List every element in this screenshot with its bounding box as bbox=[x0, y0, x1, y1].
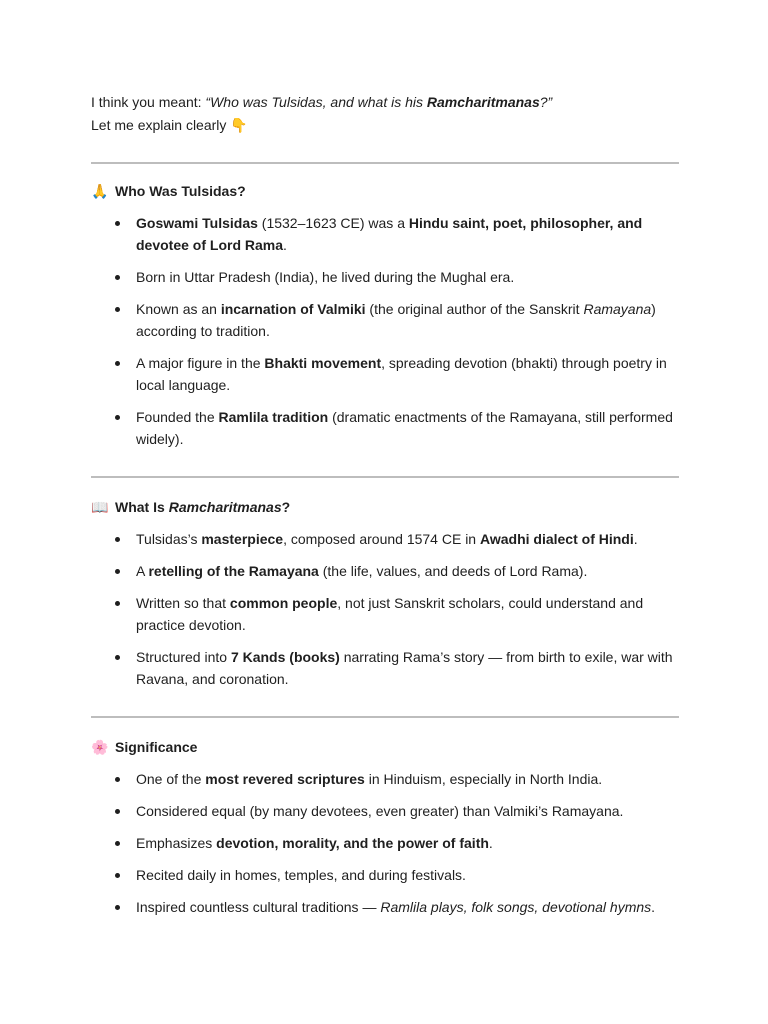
bullet-list bbox=[91, 768, 679, 918]
list-item: Recited daily in homes, temples, and during festivals. bbox=[91, 864, 679, 886]
divider bbox=[91, 162, 679, 164]
section-heading: 📖 What Is Ramcharitmanas ? bbox=[91, 499, 291, 515]
divider bbox=[91, 716, 679, 718]
intro-line-2: Let me explain clearly 👇 bbox=[91, 117, 248, 133]
pointing-down-icon: 👇 bbox=[230, 117, 248, 133]
section-significance bbox=[91, 737, 679, 918]
section-heading: 🌸 Significance bbox=[91, 739, 198, 755]
list-item: Inspired countless cultural traditions — Ramlila plays, folk songs, devotional hymns. bbox=[91, 896, 679, 918]
list-item: One of the most revered scriptures in Hinduism, especially in North India. bbox=[91, 768, 679, 790]
list-item: Structured into 7 Kands (books) narrating Rama’s story — from birth to exile, war with Ravana, and coronation. bbox=[91, 646, 679, 690]
response-content bbox=[91, 91, 679, 918]
cherry-blossom-icon: 🌸 bbox=[91, 739, 109, 755]
intro bbox=[91, 91, 679, 137]
section-what-is-ramcharitmanas bbox=[91, 497, 679, 690]
list-item: A retelling of the Ramayana (the life, values, and deeds of Lord Rama). bbox=[91, 560, 679, 582]
bullet-list bbox=[91, 212, 679, 450]
intro-line-1: I think you meant: “Who was Tulsidas, and what is his Ramcharitmanas?” bbox=[91, 94, 553, 110]
list-item: A major figure in the Bhakti movement, spreading devotion (bhakti) through poetry in local language. bbox=[91, 352, 679, 396]
section-heading: 🙏 Who Was Tulsidas? bbox=[91, 183, 246, 199]
list-item: Known as an incarnation of Valmiki (the original author of the Sanskrit Ramayana) according to tradition. bbox=[91, 298, 679, 342]
list-item: Emphasizes devotion, morality, and the power of faith. bbox=[91, 832, 679, 854]
bullet-list bbox=[91, 528, 679, 690]
section-who-was-tulsidas bbox=[91, 181, 679, 450]
list-item: Born in Uttar Pradesh (India), he lived during the Mughal era. bbox=[91, 266, 679, 288]
list-item: Tulsidas’s masterpiece, composed around 1574 CE in Awadhi dialect of Hindi. bbox=[91, 528, 679, 550]
divider bbox=[91, 476, 679, 478]
list-item: Written so that common people, not just Sanskrit scholars, could understand and practice devotion. bbox=[91, 592, 679, 636]
list-item: Considered equal (by many devotees, even greater) than Valmiki’s Ramayana. bbox=[91, 800, 679, 822]
folded-hands-icon: 🙏 bbox=[91, 183, 109, 199]
open-book-icon: 📖 bbox=[91, 499, 109, 515]
list-item: Goswami Tulsidas (1532–1623 CE) was a Hindu saint, poet, philosopher, and devotee of Lord Rama. bbox=[91, 212, 679, 256]
list-item: Founded the Ramlila tradition (dramatic enactments of the Ramayana, still performed widely). bbox=[91, 406, 679, 450]
